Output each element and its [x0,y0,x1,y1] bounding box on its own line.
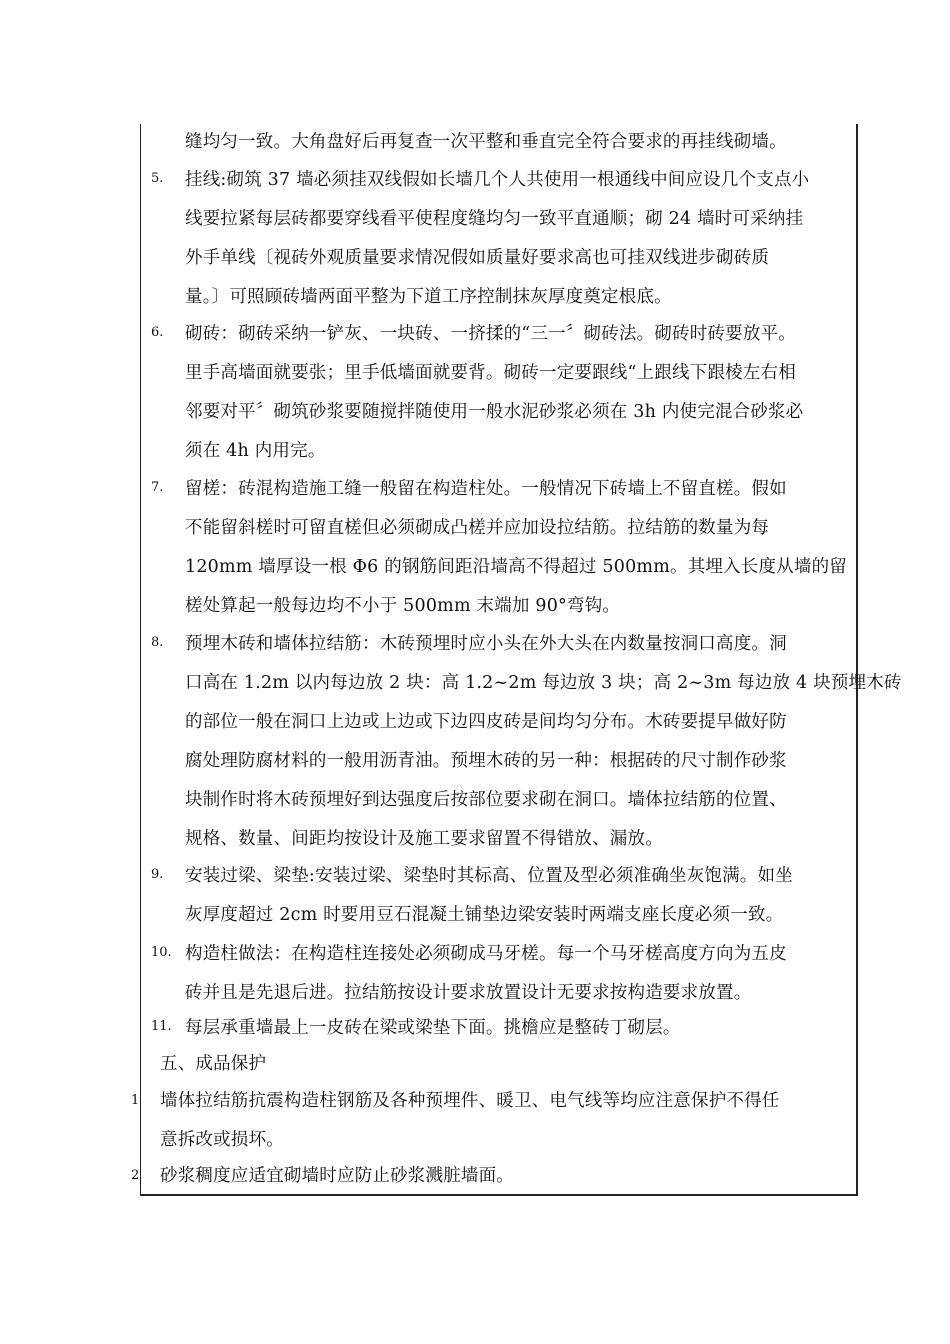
list-item-line: 砌砖：砌砖采纳一铲灰、一块砖、一挤揉的“三一〞砌砖法。砌砖时砖要放平。 [185,324,796,344]
list-item-line: 构造柱做法：在构造柱连接处必须砌成马牙槎。每一个马牙槎高度方向为五皮 [185,944,787,964]
list-item-line: 槎处算起一般每边均不小于 500mm 末端加 90°弯钩。 [185,596,621,616]
list-item-number: 5. [151,171,164,186]
list-item-line: 不能留斜槎时可留直槎但必须砌成凸槎并应加设拉结筋。拉结筋的数量为每 [185,518,770,538]
list-item-line: 砖并且是先退后进。拉结筋按设计要求放置设计无要求按构造要求放置。 [185,983,752,1003]
list-item-line: 须在 4h 内用完。 [185,441,326,461]
list-item-line: 块制作时将木砖预埋好到达强度后按部位要求砌在洞口。墙体拉结筋的位置、 [185,790,787,810]
list-item-line: 砂浆稠度应适宜砌墙时应防止砂浆溅脏墙面。 [160,1166,514,1186]
list-item-number: 9. [151,867,164,882]
list-item-line: 邻要对平〞砌筑砂浆要随搅拌随使用一般水泥砂浆必须在 3h 内使完混合砂浆必 [185,402,804,422]
list-item-number: 8. [151,635,164,650]
list-item-line: 每层承重墙最上一皮砖在梁或梁垫下面。挑檐应是整砖丁砌层。 [185,1018,681,1038]
list-item-number: 1 [131,1093,140,1108]
list-item-line: 外手单线〔视砖外观质量要求情况假如质量好要求高也可挂双线进步砌砖质 [185,248,770,268]
list-item-line: 挂线:砌筑 37 墙必须挂双线假如长墙几个人共使用一根通线中间应设几个支点小 [185,170,810,190]
list-item-line: 腐处理防腐材料的一般用沥青油。预埋木砖的另一种：根据砖的尺寸制作砂浆 [185,751,787,771]
list-item-number: 2 [131,1168,140,1183]
list-item-line: 灰厚度超过 2cm 时要用豆石混凝土铺垫边梁安装时两端支座长度必须一致。 [185,905,784,925]
continuation-line: 缝均匀一致。大角盘好后再复查一次平整和垂直完全符合要求的再挂线砌墙。 [185,132,787,152]
list-item-line: 120mm 墙厚设一根 Φ6 的钢筋间距沿墙高不得超过 500mm。其埋入长度从墙的留 [185,557,848,577]
list-item-line: 线要拉紧每层砖都要穿线看平使程度缝均匀一致平直通顺；砌 24 墙时可采纳挂 [185,209,804,229]
list-item-line: 预埋木砖和墙体拉结筋：木砖预埋时应小头在外大头在内数量按洞口高度。洞 [185,634,787,654]
list-item-number: 6. [151,325,164,340]
list-item-line: 口高在 1.2m 以内每边放 2 块：高 1.2~2m 每边放 3 块；高 2~3m 每边放 4 块预埋木砖 [185,673,902,693]
list-item-line: 意拆改或损坏。 [160,1130,284,1150]
list-item-line: 量。〕可照顾砖墙两面平整为下道工序控制抹灰厚度奠定根底。 [185,287,672,307]
list-item-line: 安装过梁、梁垫:安装过梁、梁垫时其标高、位置及型必须准确坐灰饱满。如坐 [185,866,793,886]
section-heading: 五、成品保护 [160,1054,267,1074]
list-item-number: 11. [151,1019,172,1034]
list-item-number: 7. [151,480,164,495]
list-item-line: 留槎：砖混构造施工缝一般留在构造柱处。一般情况下砖墙上不留直槎。假如 [185,479,787,499]
list-item-line: 的部位一般在洞口上边或上边或下边四皮砖是间均匀分布。木砖要提早做好防 [185,712,787,732]
list-item-line: 墙体拉结筋抗震构造柱钢筋及各种预埋件、暖卫、电气线等均应注意保护不得任 [160,1091,780,1111]
list-item-line: 里手高墙面就要张；里手低墙面就要背。砌砖一定要跟线“上跟线下跟棱左右相 [185,363,796,383]
list-item-number: 10. [151,945,172,960]
list-item-line: 规格、数量、间距均按设计及施工要求留置不得错放、漏放。 [185,829,663,849]
